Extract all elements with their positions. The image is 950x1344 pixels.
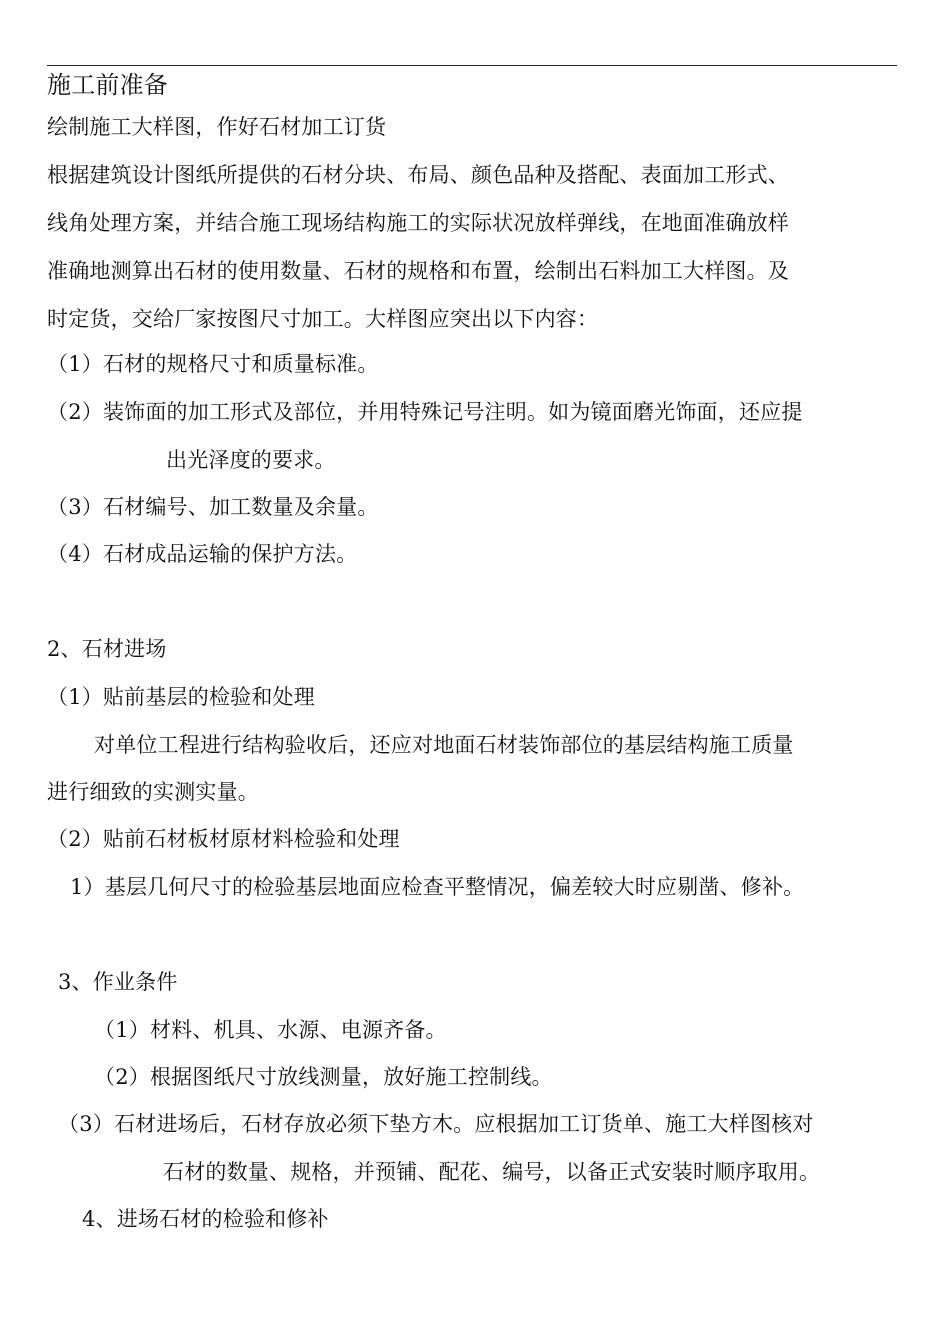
section2-sub2-item: 1）基层几何尺寸的检验基层地面应检查平整情况，偏差较大时应剔凿、修补。 <box>70 875 805 899</box>
section3-item-2: （2）根据图纸尺寸放线测量，放好施工控制线。 <box>94 1065 553 1089</box>
section1-item-1: （1）石材的规格尺寸和质量标准。 <box>47 352 379 376</box>
section1-heading: 绘制施工大样图，作好石材加工订货 <box>47 115 387 139</box>
section1-item-2: （2）装饰面的加工形式及部位，并用特殊记号注明。如为镜面磨光饰面，还应提 <box>47 400 803 424</box>
section3-item-3: （3）石材进场后，石材存放必须下垫方木。应根据加工订货单、施工大样图核对 <box>58 1112 814 1136</box>
section1-item-3: （3）石材编号、加工数量及余量。 <box>47 495 379 519</box>
section1-para-line-1: 根据建筑设计图纸所提供的石材分块、布局、颜色品种及搭配、表面加工形式、 <box>47 163 789 187</box>
section3-item-1: （1）材料、机具、水源、电源齐备。 <box>94 1018 447 1042</box>
section1-para-line-2: 线角处理方案，并结合施工现场结构施工的实际状况放样弹线，在地面准确放样 <box>47 211 789 235</box>
section2-sub2: （2）贴前石材板材原材料检验和处理 <box>47 827 400 851</box>
section2-sub1: （1）贴前基层的检验和处理 <box>47 685 315 709</box>
section2-sub1-para-line-1: 对单位工程进行结构验收后，还应对地面石材装饰部位的基层结构施工质量 <box>94 733 794 757</box>
section1-item-4: （4）石材成品运输的保护方法。 <box>47 542 358 566</box>
section1-item-2-cont: 出光泽度的要求。 <box>166 448 336 472</box>
section1-para-line-4: 时定货，交给厂家按图尺寸加工。大样图应突出以下内容： <box>47 307 599 331</box>
section2-heading: 2、石材进场 <box>47 637 167 661</box>
section2-sub1-para-line-2: 进行细致的实测实量。 <box>47 780 259 804</box>
section3-item-3-cont: 石材的数量、规格，并预铺、配花、编号，以备正式安装时顺序取用。 <box>163 1160 821 1184</box>
section1-para-line-3: 准确地测算出石材的使用数量、石材的规格和布置，绘制出石料加工大样图。及 <box>47 259 789 283</box>
section3-heading: 3、作业条件 <box>58 970 178 994</box>
page-title: 施工前准备 <box>47 71 168 99</box>
header-rule <box>47 65 897 66</box>
section4-heading: 4、进场石材的检验和修补 <box>82 1207 329 1231</box>
